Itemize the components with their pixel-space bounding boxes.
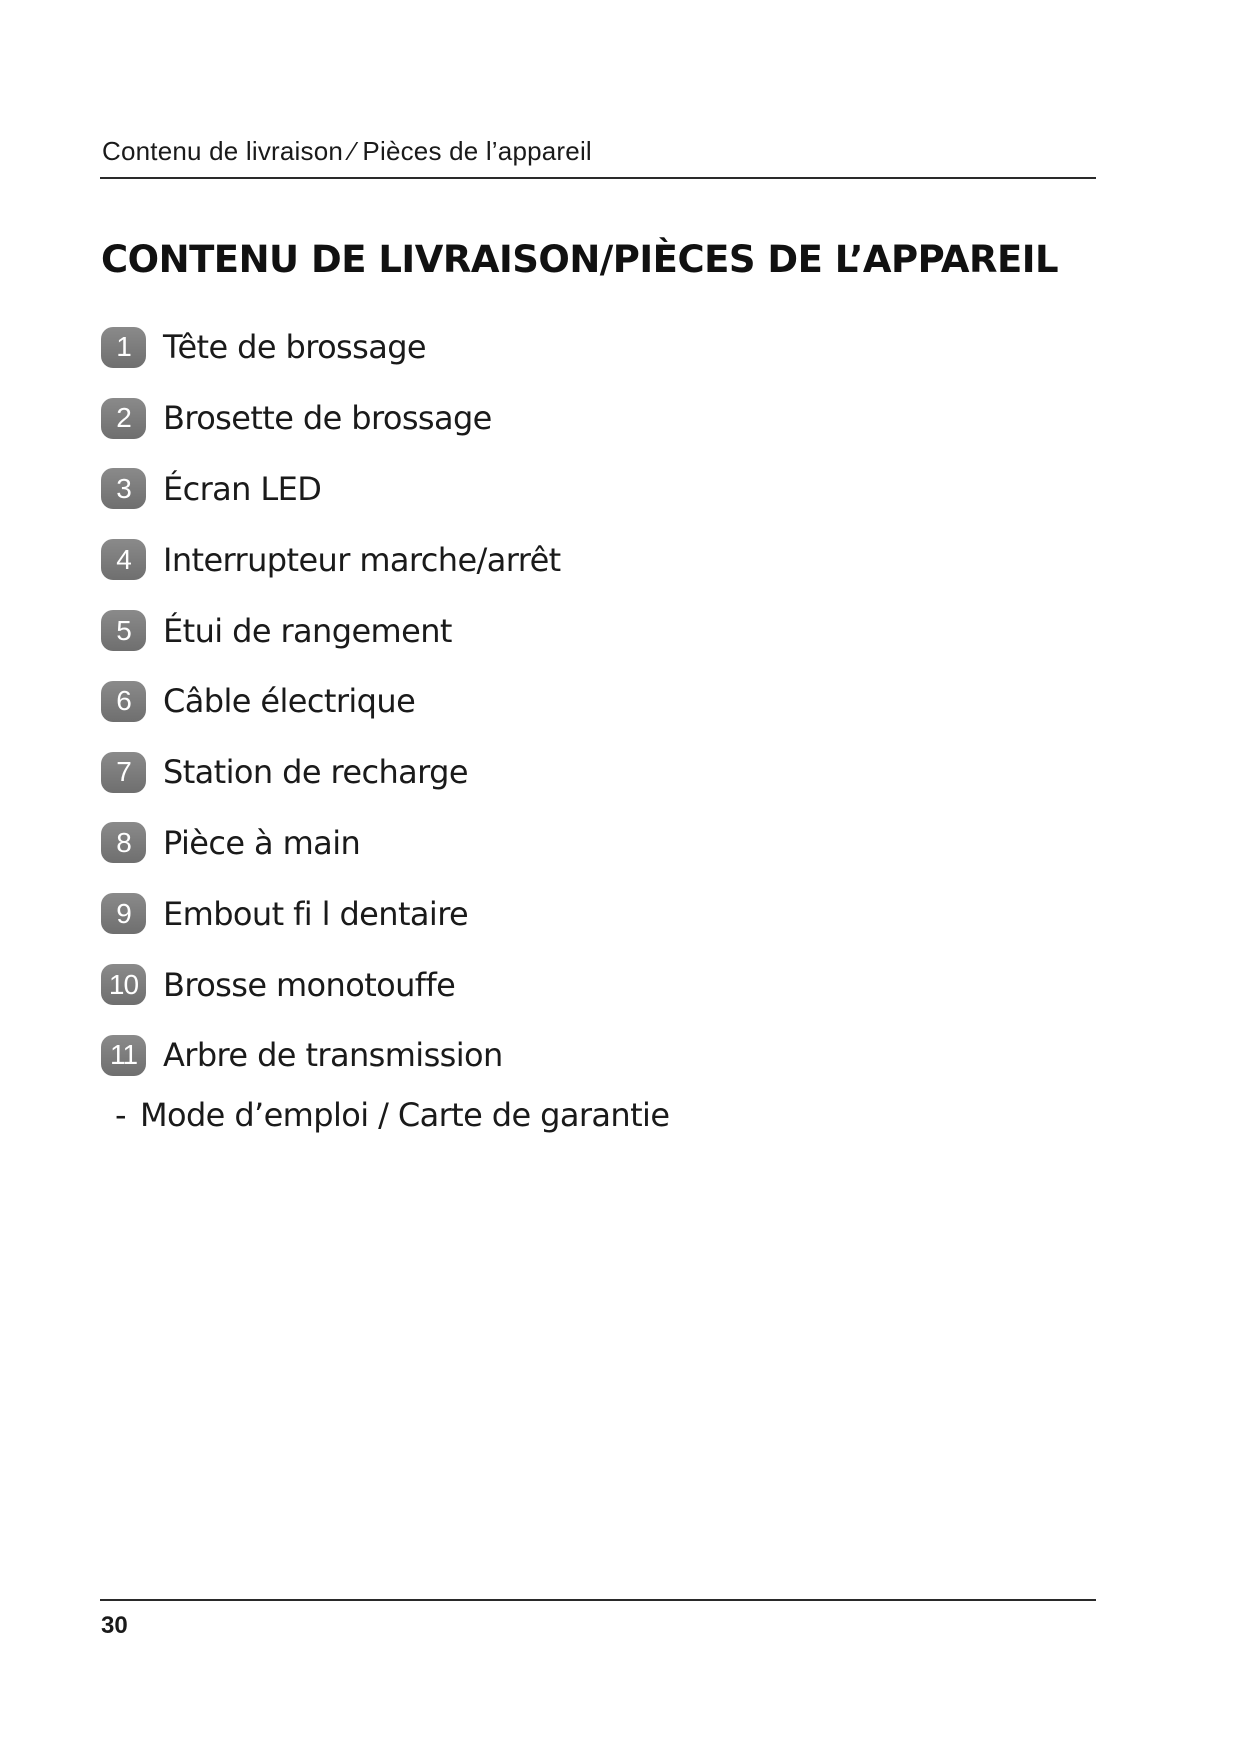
- extra-item-label: Mode d’emploi / Carte de garantie: [139, 1096, 670, 1134]
- list-item: [101, 949, 561, 1020]
- item-number-badge: 6: [101, 681, 146, 722]
- item-number-badge: 11: [101, 1035, 146, 1076]
- item-label: Étui de rangement: [163, 611, 452, 650]
- list-item: [101, 524, 561, 595]
- item-label: Arbre de transmission: [163, 1036, 503, 1075]
- list-item: [101, 808, 561, 879]
- list-item: [101, 454, 561, 525]
- header-divider: [100, 177, 1096, 179]
- item-number-badge: 3: [101, 468, 146, 509]
- item-label: Écran LED: [163, 469, 322, 508]
- item-label: Embout fi l dentaire: [163, 894, 469, 933]
- item-label: Pièce à main: [163, 823, 361, 862]
- list-item: [101, 312, 561, 383]
- list-item: [101, 878, 561, 949]
- list-item: [101, 383, 561, 454]
- item-label: Interrupteur marche/arrêt: [163, 540, 561, 579]
- section-title: CONTENU DE LIVRAISON/PIÈCES DE L’APPAREIL: [101, 238, 1059, 281]
- item-number-badge: 10: [101, 964, 146, 1005]
- extra-item: [115, 1096, 669, 1134]
- item-number-badge: 1: [101, 327, 146, 368]
- item-number-badge: 7: [101, 752, 146, 793]
- footer-divider: [100, 1599, 1096, 1601]
- item-number-badge: 4: [101, 539, 146, 580]
- parts-list: [101, 312, 561, 1091]
- page-number: 30: [101, 1612, 128, 1639]
- item-label: Tête de brossage: [163, 328, 427, 367]
- item-number-badge: 8: [101, 822, 146, 863]
- list-item: [101, 1020, 561, 1091]
- item-number-badge: 2: [101, 398, 146, 439]
- item-label: Câble électrique: [163, 682, 416, 721]
- list-item: [101, 666, 561, 737]
- item-number-badge: 5: [101, 610, 146, 651]
- list-item: [101, 737, 561, 808]
- dash-bullet: -: [115, 1096, 126, 1134]
- item-label: Station de recharge: [163, 753, 468, 792]
- item-number-badge: 9: [101, 893, 146, 934]
- running-header: Contenu de livraison ⁄ Pièces de l’appareil: [102, 136, 592, 166]
- item-label: Brosse monotouffe: [163, 965, 456, 1004]
- list-item: [101, 595, 561, 666]
- item-label: Brosette de brossage: [163, 399, 492, 438]
